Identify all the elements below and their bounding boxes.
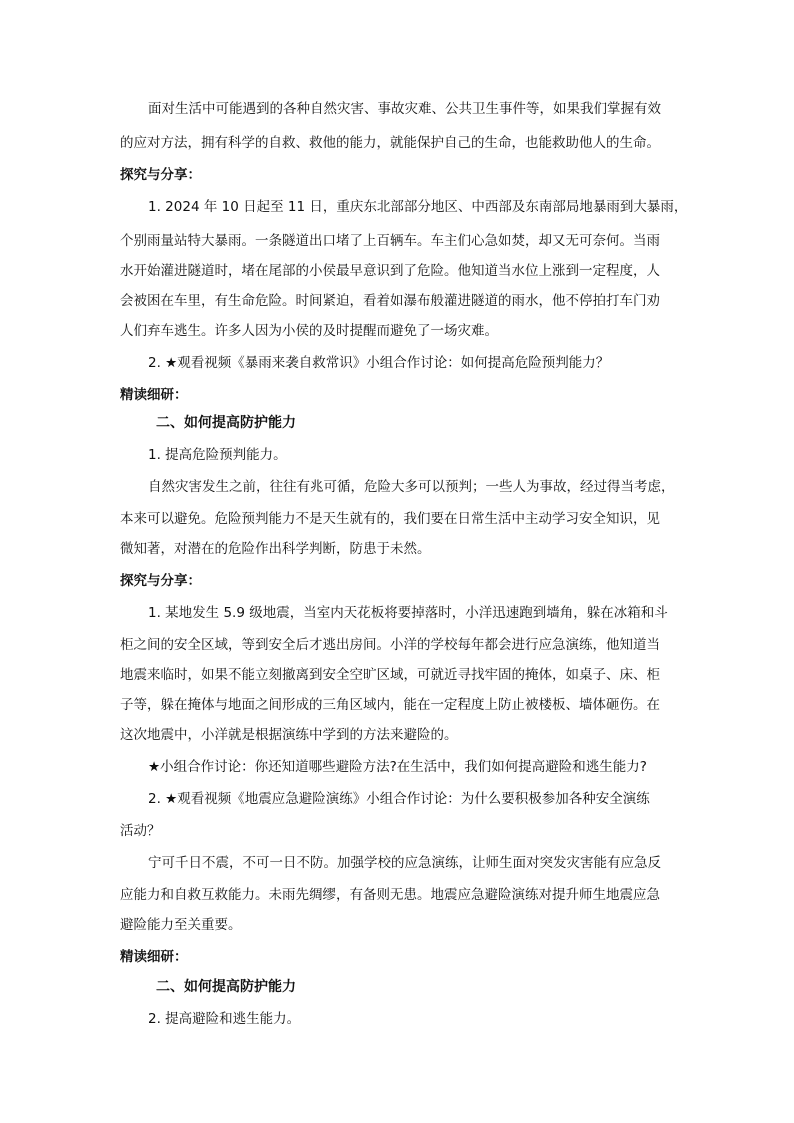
paragraph-intro-line: 面对生活中可能遇到的各种自然灾害、事故灾难、公共卫生事件等，如果我们掌握有效 (148, 101, 661, 117)
section-heading-explore: 探究与分享： (120, 167, 201, 183)
paragraph-line: 自然灾害发生之前，往往有兆可循，危险大多可以预判；一些人为事故，经过得当考虑， (148, 479, 675, 495)
paragraph-line: 微知著，对潜在的危险作出科学判断，防患于未然。 (120, 541, 431, 557)
case-text-line: 会被困在车里，有生命危险。时间紧迫，看着如瀑布般灌进隧道的雨水，他不停拍打车门劝 (120, 293, 660, 309)
case-text-line: 柜之间的安全区域，等到安全后才逃出房间。小洋的学校每年都会进行应急演练，他知道当 (120, 637, 660, 653)
task-text: 2. ★观看视频《地震应急避险演练》小组合作讨论：为什么要积极参加各种安全演练 (148, 791, 650, 807)
task-text: 2. ★观看视频《暴雨来袭自救常识》小组合作讨论：如何提高危险预判能力？ (148, 355, 610, 371)
paragraph-line: 避险能力至关重要。 (120, 917, 242, 933)
case-text-line: 地震来临时，如果不能立刻撤离到安全空旷区域，可就近寻找牢固的掩体，如桌子、床、柜 (120, 667, 660, 683)
subheading: 1. 提高危险预判能力。 (148, 447, 287, 463)
case-text-line: 个别雨量站特大暴雨。一条隧道出口堵了上百辆车。车主们心急如焚，却又无可奈何。当雨 (120, 233, 660, 249)
paragraph-line: 本来可以避免。危险预判能力不是天生就有的，我们要在日常生活中主动学习安全知识，见 (120, 511, 660, 527)
case-text-line: 1. 2024 年 10 日起至 11 日，重庆东北部部分地区、中西部及东南部局地暴雨到大暴雨， (148, 199, 688, 215)
chapter-heading: 二、如何提高防护能力 (156, 415, 296, 431)
task-text: 活动？ (120, 823, 161, 839)
section-heading-study: 精读细研： (120, 387, 188, 403)
case-text-line: 子等，躲在掩体与地面之间形成的三角区域内，能在一定程度上防止被楼板、墙体砸伤。在 (120, 697, 660, 713)
paragraph-line: 宁可千日不震，不可一日不防。加强学校的应急演练，让师生面对突发灾害能有应急反 (148, 855, 661, 871)
section-heading-study: 精读细研： (120, 949, 188, 965)
task-text: ★小组合作讨论：你还知道哪些避险方法?在生活中，我们如何提高避险和逃生能力? (148, 759, 647, 775)
case-text-line: 1. 某地发生 5.9 级地震，当室内天花板将要掉落时，小洋迅速跑到墙角，躲在冰箱和斗 (148, 605, 668, 621)
paragraph-intro-line: 的应对方法，拥有科学的自救、救他的能力，就能保护自己的生命，也能救助他人的生命。 (120, 135, 660, 151)
case-text-line: 水开始灌进隧道时，堵在尾部的小侯最早意识到了危险。他知道当水位上涨到一定程度，人 (120, 263, 660, 279)
subheading: 2. 提高避险和逃生能力。 (148, 1011, 301, 1027)
case-text-line: 人们弃车逃生。许多人因为小侯的及时提醒而避免了一场灾难。 (120, 323, 498, 339)
case-text-line: 这次地震中，小洋就是根据演练中学到的方法来避险的。 (120, 727, 458, 743)
section-heading-explore: 探究与分享： (120, 573, 201, 589)
chapter-heading: 二、如何提高防护能力 (156, 979, 296, 995)
paragraph-line: 应能力和自救互救能力。未雨先绸缪，有备则无患。地震应急避险演练对提升师生地震应急 (120, 887, 660, 903)
